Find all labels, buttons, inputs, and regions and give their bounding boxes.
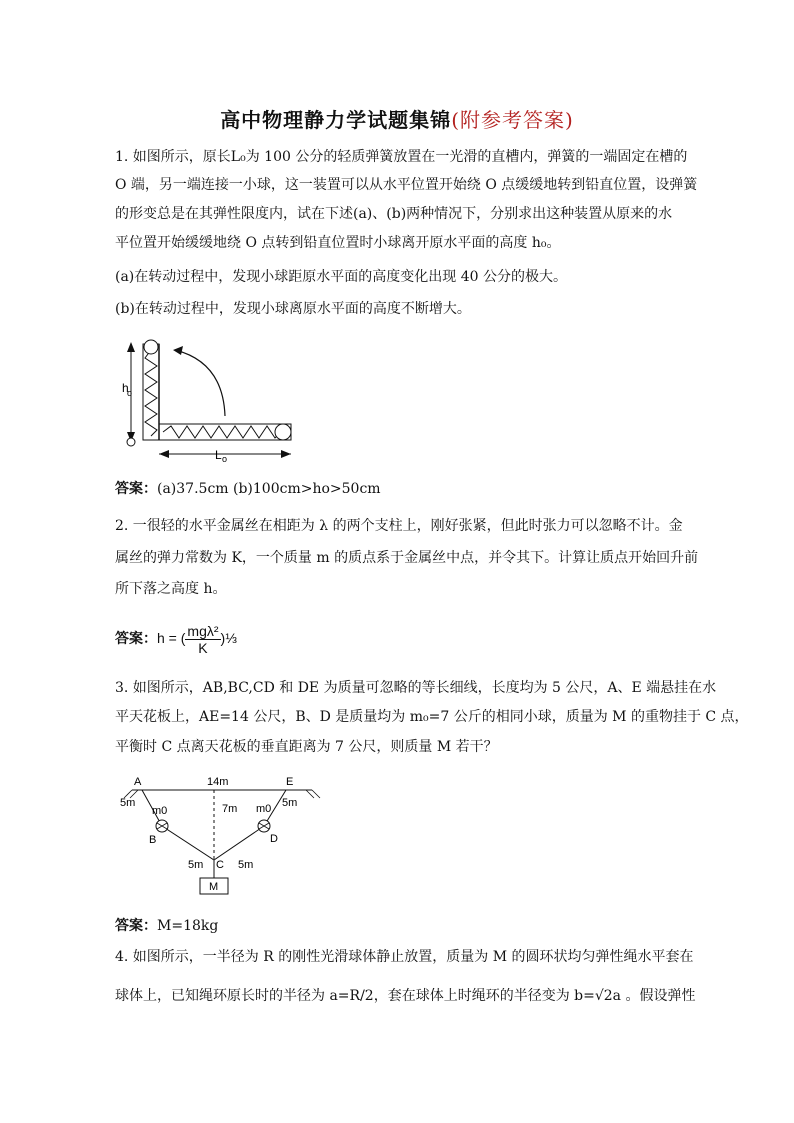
q4-line-2: 球体上，已知绳环原长时的半径为 a=R/2，套在球体上时绳环的半径变为 b=√2a 。假设弹性 [115, 988, 696, 1004]
label-bc-length: 5m [188, 859, 204, 871]
q1-line-2: O 端，另一端连接一小球，这一装置可以从水平位置开始绕 O 点缓缓地转到铅直位置，设弹簧 [115, 177, 698, 193]
q1-answer [115, 478, 381, 498]
title-subtitle: (附参考答案) [451, 108, 574, 132]
q3-line-2: 平天花板上，AE=14 公尺，B、D 是质量均为 m₀=7 公斤的相同小球，质量为 M 的重物挂于 C 点， [115, 709, 749, 725]
label-c: C [216, 859, 224, 871]
q3-answer-label: 答案： [115, 918, 157, 934]
q2-answer [115, 620, 237, 657]
l0-sub: o [222, 454, 228, 464]
q4-line-1: 4. 如图所示，一半径为 R 的刚性光滑球体静止放置，质量为 M 的圆环状均匀弹性绳水平套在 [115, 949, 694, 965]
q2-answer-rhs: )⅓ [220, 630, 237, 646]
q3-string-figure [112, 770, 332, 900]
label-b: B [149, 834, 157, 846]
q1-spring-figure [115, 330, 305, 470]
q1-line-3: 的形变总是在其弹性限度内，试在下述(a)、(b)两种情况下，分别求出这种装置从原来的水 [115, 206, 673, 222]
q2-answer-numerator: mgλ² [187, 622, 219, 639]
q1-part-b: (b)在转动过程中，发现小球离原水平面的高度不断增大。 [115, 301, 471, 317]
q2-answer-fraction [185, 623, 220, 656]
q2-answer-lhs: h = ( [157, 630, 186, 646]
page-title [0, 104, 794, 133]
q1-part-a: (a)在转动过程中，发现小球距原水平面的高度变化出现 40 公分的极大。 [115, 269, 567, 285]
label-e: E [286, 776, 294, 788]
q2-line-3: 所下落之高度 h。 [115, 581, 227, 597]
h0-sub: o [127, 388, 133, 398]
q3-answer-text: M=18kg [157, 918, 219, 934]
label-ab-length: 5m [120, 797, 136, 809]
pivot-o [127, 438, 135, 446]
q1-answer-label: 答案： [115, 481, 157, 497]
label-md: m0 [256, 803, 272, 815]
q3-line-1: 3. 如图所示，AB,BC,CD 和 DE 为质量可忽略的等长细线，长度均为 5 公尺，A、E 端悬挂在水 [115, 680, 717, 696]
q1-answer-text: (a)37.5cm (b)100cm>ho>50cm [157, 481, 381, 497]
label-m: M [209, 881, 219, 893]
label-d: D [270, 833, 278, 845]
q1-line-4: 平位置开始缓缓地绕 O 点转到铅直位置时小球离开原水平面的高度 h₀。 [115, 235, 561, 251]
label-mb: m0 [152, 805, 168, 817]
label-ae: 14m [207, 776, 229, 788]
title-main: 高中物理静力学试题集锦 [220, 108, 452, 132]
label-cd-length: 5m [238, 859, 254, 871]
q2-line-1: 2. 一很轻的水平金属丝在相距为 λ 的两个支柱上，刚好张紧，但此时张力可以忽略不计。金 [115, 518, 683, 534]
l0-label: L [215, 448, 222, 462]
q3-line-3: 平衡时 C 点离天花板的垂直距离为 7 公尺，则质量 M 若干？ [115, 739, 498, 755]
h0-label: h [122, 381, 129, 395]
label-de-length: 5m [282, 797, 298, 809]
label-vertical: 7m [222, 803, 238, 815]
q2-answer-label: 答案： [115, 631, 157, 647]
label-a: A [134, 776, 142, 788]
q3-answer [115, 915, 218, 935]
q1-line-1: 1. 如图所示，原长L₀为 100 公分的轻质弹簧放置在一光滑的直槽内，弹簧的一端固定在槽的 [115, 149, 688, 165]
q2-answer-denominator: K [198, 639, 208, 656]
q2-line-2: 属丝的弹力常数为 K，一个质量 m 的质点系于金属丝中点，并令其下。计算让质点开始回升前 [115, 550, 699, 566]
